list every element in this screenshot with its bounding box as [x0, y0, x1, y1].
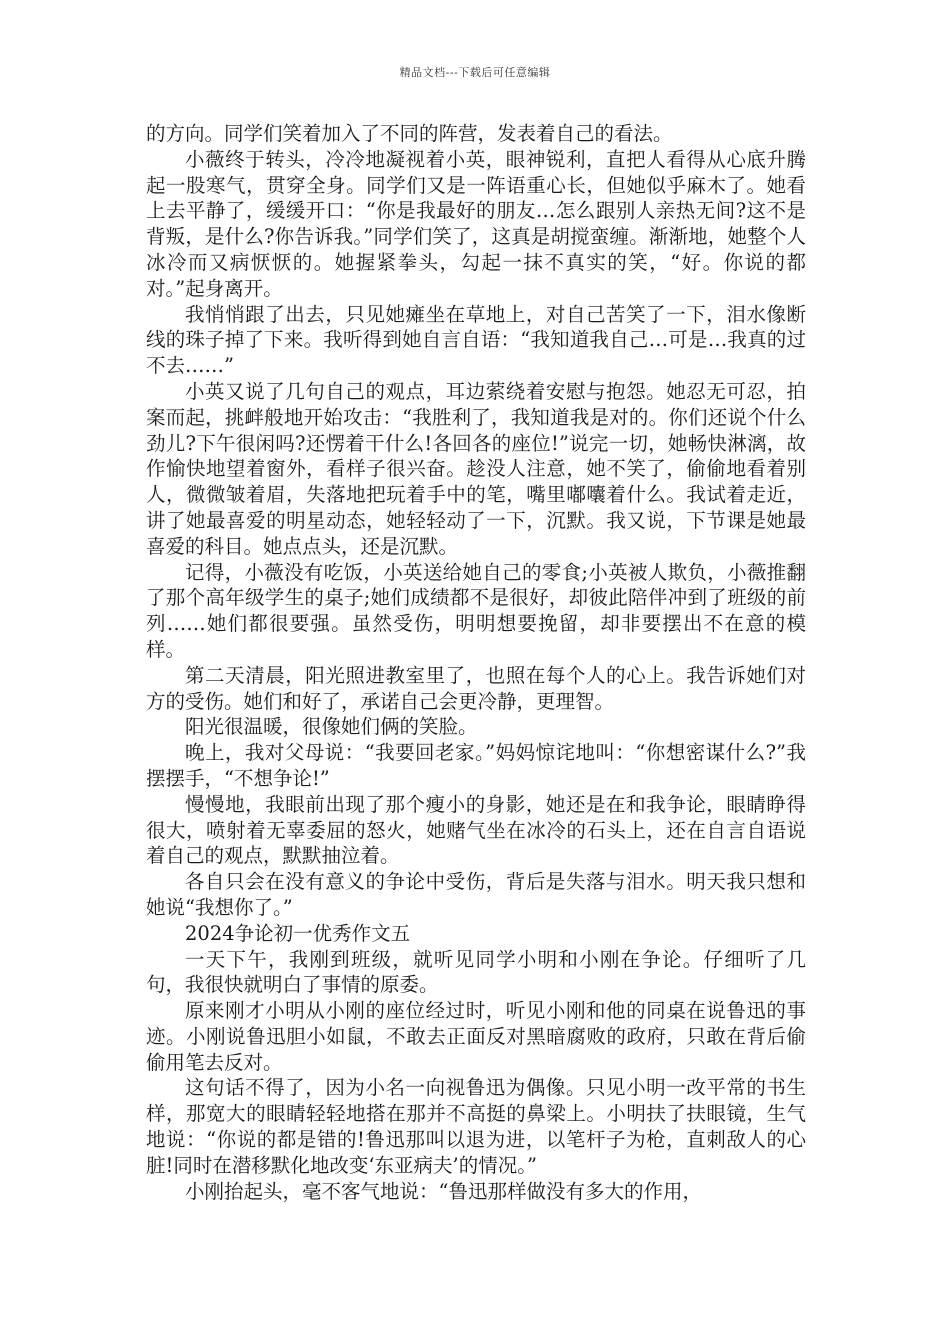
paragraph: 第二天清晨，阳光照进教室里了，也照在每个人的心上。我告诉她们对方的受伤。她们和好了，承诺自己会更冷静，更理智。 — [146, 663, 806, 713]
paragraph: 晚上，我对父母说：“我要回老家。”妈妈惊诧地叫：“你想密谋什么?”我摆摆手，“不想争论!” — [146, 741, 806, 790]
paragraph: 原来刚才小明从小刚的座位经过时，听见小刚和他的同桌在说鲁迅的事迹。小刚说鲁迅胆小如鼠，不敢去正面反对黑暗腐败的政府，只敢在背后偷偷用笔去反对。 — [146, 999, 806, 1074]
paragraph: 小刚抬起头，毫不客气地说：“鲁迅那样做没有多大的作用， — [185, 1179, 702, 1203]
paragraph: 这句话不得了，因为小名一向视鲁迅为偶像。只见小明一改平常的书生样，那宽大的眼睛轻轻地搭在那并不高挺的鼻梁上。小明扶了扶眼镜，生气地说：“你说的都是错的!鲁迅那叫以退为进，以笔杆子为枪，直刺敌人的心脏!同时在潜移默化地改变‘东亚病夫’的情况。” — [146, 1076, 806, 1177]
paragraph: 各自只会在没有意义的争论中受伤，背后是失落与泪水。明天我只想和她说“我想你了。” — [146, 870, 806, 919]
paragraph: 一天下午，我刚到班级，就听见同学小明和小刚在争论。仔细听了几句，我很快就明白了事情的原委。 — [146, 947, 806, 997]
paragraph: 小英又说了几句自己的观点，耳边萦绕着安慰与抱怨。她忍无可忍，拍案而起，挑衅般地开始攻击：“我胜利了，我知道我是对的。你们还说个什么劲儿?下午很闲吗?还愣着干什么!各回各的座位!”说完一切，她畅快淋漓，故作愉快地望着窗外，看样子很兴奋。趁没人注意，她不笑了，偷偷地看着别人，微微皱着眉，失落地把玩着手中的笔，嘴里嘟囔着什么。我试着走近，讲了她最喜爱的明星动态，她轻轻动了一下，沉默。我又说，下节课是她最喜爱的科目。她点点头，还是沉默。 — [146, 379, 806, 558]
paragraph: 的方向。同学们笑着加入了不同的阵营，发表着自己的看法。 — [146, 122, 673, 145]
article-body — [146, 121, 806, 1204]
paragraph: 2024争论初一优秀作文五 — [185, 921, 411, 945]
paragraph: 记得，小薇没有吃饭，小英送给她自己的零食;小英被人欺负，小薇推翻了那个高年级学生的桌子;她们成绩都不是很好，却彼此陪伴冲到了班级的前列……她们都很要强。虽然受伤，明明想要挽留，却非要摆出不在意的模样。 — [146, 560, 806, 661]
paragraph: 小薇终于转头，冷冷地凝视着小英，眼神锐利，直把人看得从心底升腾起一股寒气，贯穿全身。同学们又是一阵语重心长，但她似乎麻木了。她看上去平静了，缓缓开口：“你是我最好的朋友…怎么跟别人亲热无间?这不是背叛，是什么?你告诉我。”同学们笑了，这真是胡搅蛮缠。渐渐地，她整个人冰冷而又病恹恹的。她握紧拳头，勾起一抹不真实的笑，“好。你说的都对。”起身离开。 — [146, 147, 806, 300]
paragraph: 慢慢地，我眼前出现了那个瘦小的身影，她还是在和我争论，眼睛睁得很大，喷射着无辜委屈的怒火，她赌气坐在冰冷的石头上，还在自言自语说着自己的观点，默默抽泣着。 — [146, 792, 806, 868]
page-header: 精品文档---下载后可任意编辑 — [399, 66, 551, 79]
paragraph: 我悄悄跟了出去，只见她瘫坐在草地上，对自己苦笑了一下，泪水像断线的珠子掉了下来。我听得到她自言自语：“我知道我自己…可是…我真的过不去……” — [146, 302, 806, 378]
paragraph: 阳光很温暖，很像她们俩的笑脸。 — [185, 715, 478, 739]
